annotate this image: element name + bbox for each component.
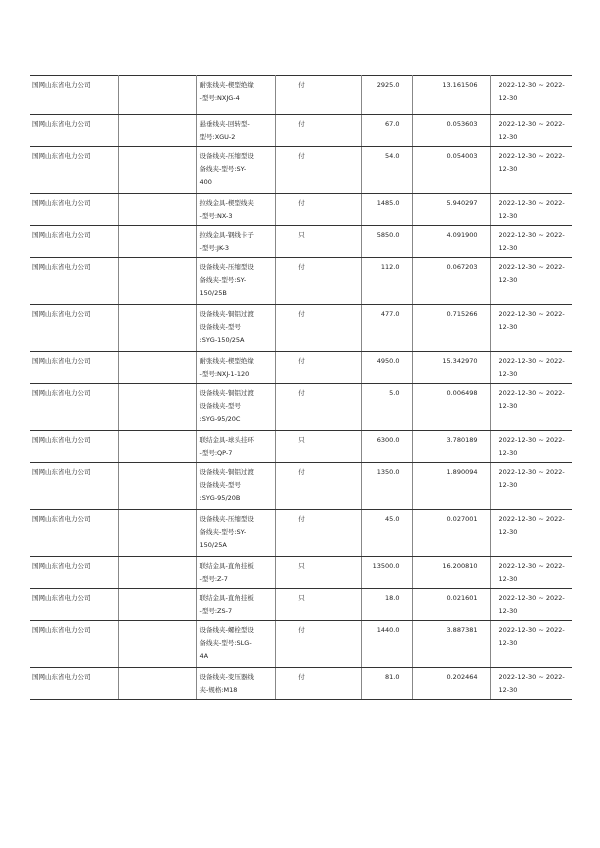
table-row	[30, 463, 572, 510]
unit-cell: 付	[275, 352, 361, 384]
unit-cell: 只	[275, 226, 361, 258]
quantity-cell: 5850.0	[361, 226, 412, 258]
table-row	[30, 147, 572, 194]
weight-cell: 0.027001	[412, 510, 490, 557]
company-name-cell: 国网山东省电力公司	[30, 352, 118, 384]
table-row	[30, 352, 572, 384]
company-name-cell: 国网山东省电力公司	[30, 226, 118, 258]
weight-cell: 0.054003	[412, 147, 490, 194]
weight-cell: 15.342970	[412, 352, 490, 384]
table-row	[30, 431, 572, 463]
blank-cell	[118, 463, 196, 510]
material-description-cell: 设备线夹-压缩型设 备线夹-型号:SY- 400	[196, 147, 275, 194]
material-description-cell: 联结金具-直角挂板 -型号:ZS-7	[196, 589, 275, 621]
material-description-cell: 设备线夹-铜铝过渡 设备线夹-型号 :SYG-150/25A	[196, 305, 275, 352]
company-name-cell: 国网山东省电力公司	[30, 194, 118, 226]
weight-cell: 4.091900	[412, 226, 490, 258]
quantity-cell: 67.0	[361, 115, 412, 147]
weight-cell: 3.887381	[412, 621, 490, 668]
unit-cell: 付	[275, 194, 361, 226]
quantity-cell: 54.0	[361, 147, 412, 194]
blank-cell	[118, 147, 196, 194]
date-range-cell: 2022-12-30 ~ 2022- 12-30	[490, 463, 572, 510]
weight-cell: 16.200810	[412, 557, 490, 589]
material-description-cell: 联结金具-球头挂环 -型号:QP-7	[196, 431, 275, 463]
procurement-table-page	[30, 75, 572, 700]
table-row	[30, 510, 572, 557]
unit-cell: 付	[275, 510, 361, 557]
table-row	[30, 258, 572, 305]
company-name-cell: 国网山东省电力公司	[30, 463, 118, 510]
date-range-cell: 2022-12-30 ~ 2022- 12-30	[490, 115, 572, 147]
weight-cell: 0.021601	[412, 589, 490, 621]
blank-cell	[118, 557, 196, 589]
unit-cell: 付	[275, 147, 361, 194]
weight-cell: 0.202464	[412, 668, 490, 700]
unit-cell: 付	[275, 115, 361, 147]
company-name-cell: 国网山东省电力公司	[30, 384, 118, 431]
quantity-cell: 1440.0	[361, 621, 412, 668]
materials-table	[30, 75, 572, 700]
blank-cell	[118, 589, 196, 621]
date-range-cell: 2022-12-30 ~ 2022- 12-30	[490, 226, 572, 258]
unit-cell: 付	[275, 668, 361, 700]
weight-cell: 1.890094	[412, 463, 490, 510]
unit-cell: 付	[275, 621, 361, 668]
date-range-cell: 2022-12-30 ~ 2022- 12-30	[490, 431, 572, 463]
table-row	[30, 384, 572, 431]
date-range-cell: 2022-12-30 ~ 2022- 12-30	[490, 352, 572, 384]
date-range-cell: 2022-12-30 ~ 2022- 12-30	[490, 384, 572, 431]
unit-cell: 付	[275, 384, 361, 431]
material-description-cell: 设备线夹-铜铝过渡 设备线夹-型号 :SYG-95/20B	[196, 463, 275, 510]
weight-cell: 5.940297	[412, 194, 490, 226]
material-description-cell: 设备线夹-铜铝过渡 设备线夹-型号 :SYG-95/20C	[196, 384, 275, 431]
unit-cell: 付	[275, 76, 361, 115]
blank-cell	[118, 352, 196, 384]
quantity-cell: 2925.0	[361, 76, 412, 115]
materials-table-body	[30, 76, 572, 700]
date-range-cell: 2022-12-30 ~ 2022- 12-30	[490, 305, 572, 352]
blank-cell	[118, 194, 196, 226]
table-row	[30, 668, 572, 700]
date-range-cell: 2022-12-30 ~ 2022- 12-30	[490, 147, 572, 194]
quantity-cell: 4950.0	[361, 352, 412, 384]
company-name-cell: 国网山东省电力公司	[30, 147, 118, 194]
company-name-cell: 国网山东省电力公司	[30, 115, 118, 147]
material-description-cell: 耐张线夹-楔型绝缘 -型号:NXJ-1-120	[196, 352, 275, 384]
material-description-cell: 悬垂线夹-回转型- 型号:XGU-2	[196, 115, 275, 147]
quantity-cell: 477.0	[361, 305, 412, 352]
blank-cell	[118, 258, 196, 305]
unit-cell: 付	[275, 305, 361, 352]
blank-cell	[118, 510, 196, 557]
date-range-cell: 2022-12-30 ~ 2022- 12-30	[490, 510, 572, 557]
company-name-cell: 国网山东省电力公司	[30, 305, 118, 352]
weight-cell: 0.006498	[412, 384, 490, 431]
date-range-cell: 2022-12-30 ~ 2022- 12-30	[490, 621, 572, 668]
quantity-cell: 13500.0	[361, 557, 412, 589]
material-description-cell: 耐张线夹-楔型绝缘 -型号:NXJG-4	[196, 76, 275, 115]
date-range-cell: 2022-12-30 ~ 2022- 12-30	[490, 668, 572, 700]
company-name-cell: 国网山东省电力公司	[30, 589, 118, 621]
date-range-cell: 2022-12-30 ~ 2022- 12-30	[490, 76, 572, 115]
weight-cell: 0.715266	[412, 305, 490, 352]
material-description-cell: 设备线夹-变压器线 夹-规格:M18	[196, 668, 275, 700]
quantity-cell: 18.0	[361, 589, 412, 621]
blank-cell	[118, 621, 196, 668]
quantity-cell: 5.0	[361, 384, 412, 431]
table-row	[30, 226, 572, 258]
quantity-cell: 6300.0	[361, 431, 412, 463]
material-description-cell: 拉线金具-钢线卡子 -型号:JK-3	[196, 226, 275, 258]
company-name-cell: 国网山东省电力公司	[30, 76, 118, 115]
material-description-cell: 联结金具-直角挂板 -型号:Z-7	[196, 557, 275, 589]
table-row	[30, 115, 572, 147]
company-name-cell: 国网山东省电力公司	[30, 668, 118, 700]
table-row	[30, 557, 572, 589]
material-description-cell: 设备线夹-压缩型设 备线夹-型号:SY- 150/25A	[196, 510, 275, 557]
unit-cell: 只	[275, 557, 361, 589]
company-name-cell: 国网山东省电力公司	[30, 557, 118, 589]
table-row	[30, 194, 572, 226]
date-range-cell: 2022-12-30 ~ 2022- 12-30	[490, 258, 572, 305]
table-row	[30, 76, 572, 115]
blank-cell	[118, 76, 196, 115]
blank-cell	[118, 431, 196, 463]
quantity-cell: 1485.0	[361, 194, 412, 226]
company-name-cell: 国网山东省电力公司	[30, 431, 118, 463]
weight-cell: 13.161506	[412, 76, 490, 115]
blank-cell	[118, 668, 196, 700]
blank-cell	[118, 305, 196, 352]
blank-cell	[118, 226, 196, 258]
quantity-cell: 1350.0	[361, 463, 412, 510]
unit-cell: 只	[275, 589, 361, 621]
date-range-cell: 2022-12-30 ~ 2022- 12-30	[490, 557, 572, 589]
material-description-cell: 拉线金具-楔型线夹 -型号:NX-3	[196, 194, 275, 226]
table-row	[30, 589, 572, 621]
table-row	[30, 305, 572, 352]
blank-cell	[118, 384, 196, 431]
unit-cell: 只	[275, 431, 361, 463]
material-description-cell: 设备线夹-螺栓型设 备线夹-型号:SLG- 4A	[196, 621, 275, 668]
unit-cell: 付	[275, 258, 361, 305]
quantity-cell: 81.0	[361, 668, 412, 700]
unit-cell: 付	[275, 463, 361, 510]
company-name-cell: 国网山东省电力公司	[30, 510, 118, 557]
company-name-cell: 国网山东省电力公司	[30, 621, 118, 668]
blank-cell	[118, 115, 196, 147]
date-range-cell: 2022-12-30 ~ 2022- 12-30	[490, 194, 572, 226]
date-range-cell: 2022-12-30 ~ 2022- 12-30	[490, 589, 572, 621]
quantity-cell: 45.0	[361, 510, 412, 557]
company-name-cell: 国网山东省电力公司	[30, 258, 118, 305]
table-row	[30, 621, 572, 668]
quantity-cell: 112.0	[361, 258, 412, 305]
weight-cell: 0.053603	[412, 115, 490, 147]
weight-cell: 0.067203	[412, 258, 490, 305]
weight-cell: 3.780189	[412, 431, 490, 463]
material-description-cell: 设备线夹-压缩型设 备线夹-型号:SY- 150/25B	[196, 258, 275, 305]
